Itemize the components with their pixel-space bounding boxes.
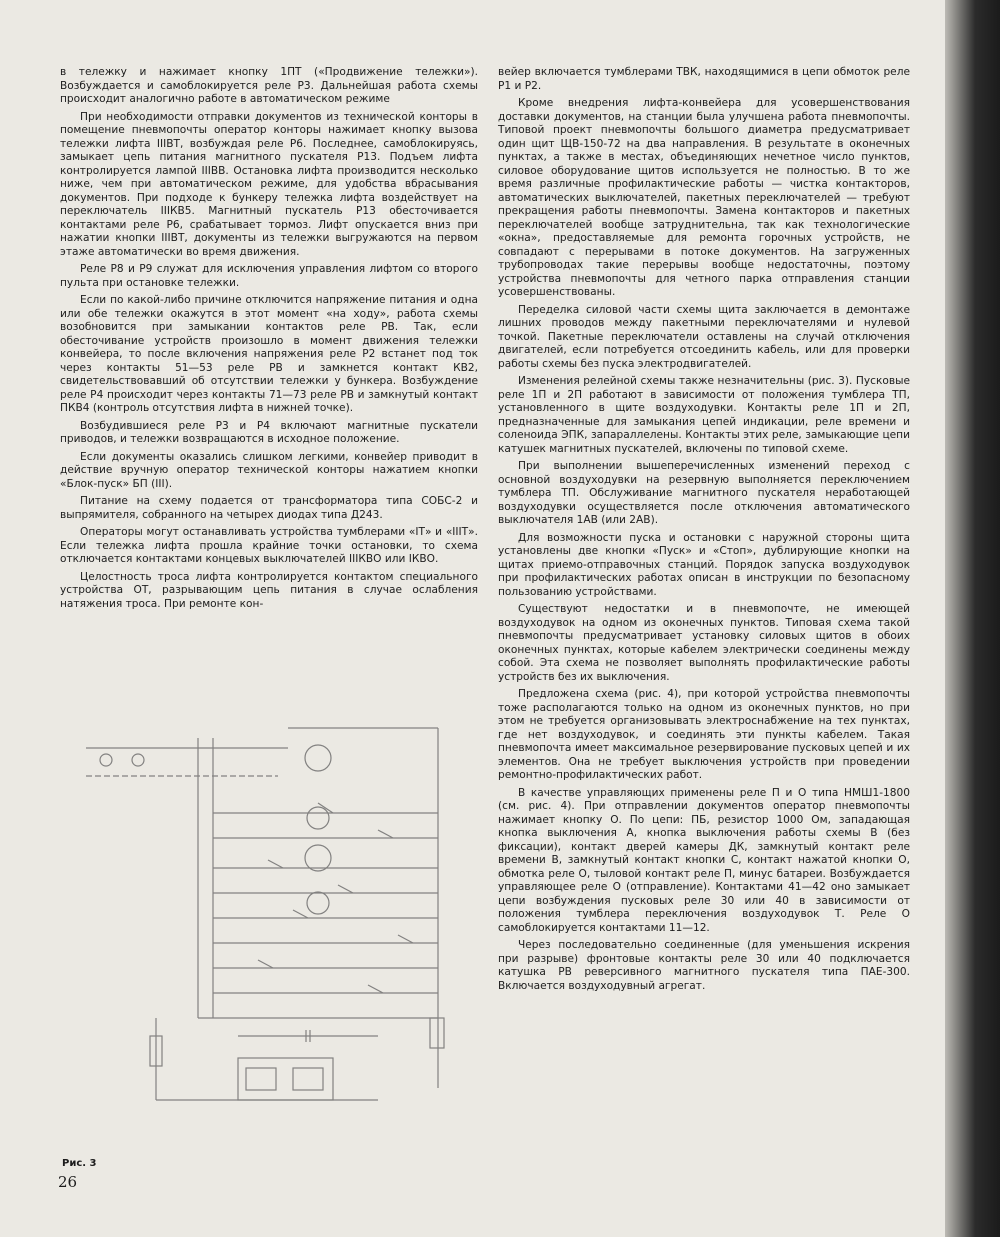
schematic-rectifier-block [238, 1058, 333, 1100]
left-paragraph: Питание на схему подается от трансформатора типа СОБС-2 и выпрямителя, собранного на четырех диодах типа Д243. [60, 495, 478, 521]
right-paragraph: вейер включается тумблерами ТВК, находящимися в цепи обмоток реле Р1 и Р2. [498, 66, 910, 92]
left-paragraph: Возбудившиеся реле Р3 и Р4 включают магнитные пускатели приводов, и тележки возвращаются в исходное положение. [60, 419, 478, 445]
schematic-diode-bridge-1 [246, 1068, 276, 1090]
right-paragraph: Предложена схема (рис. 4), при которой устройства пневмопочты тоже располагаются только на одном из оконечных пунктов, но при этом не требуется организовывать электроснабжение на тех пунктах, где нет воздуходувок, и соединять эти пункты кабелем. Такая пневмопочта имеет максимальное резервирование пусковых цепей и их элементов. Она не требует выключения устройств при проведении ремонтно-профилактических работ. [498, 688, 910, 781]
schematic-resistor [430, 1018, 444, 1048]
left-paragraph: При необходимости отправки документов из технической конторы в помещение пневмопочты оператор конторы нажимает кнопку вызова тележки лифта IIIВТ, возбуждая реле Р6. Последнее, самоблокируясь, замыкает цепь питания магнитного пускателя Р13. Подъем лифта контролируется лампой IIIВВ. Остановка лифта производится несколько ниже, чем при автоматическом режиме, для удобства вбрасывания документов. При подходе к бункеру тележка лифта воздействует на переключатель IIIКВ5. Магнитный пускатель Р13 обесточивается контактами реле Р6, срабатывает тормоз. Лифт опускается вниз при нажатии кнопки IIIВТ, документы из тележки выгружаются на первом этаже автоматически во время движения. [60, 110, 478, 258]
left-paragraph: в тележку и нажимает кнопку 1ПТ («Продвижение тележки»). Возбуждается и самоблокируется реле Р3. Дальнейшая работа схемы происходит аналогично работе в автоматическом режиме [60, 66, 478, 105]
left-paragraph: Целостность троса лифта контролируется контактом специального устройства ОТ, разрывающим цепь питания в случае ослабления натяжения троса. При ремонте кон- [60, 570, 478, 610]
right-paragraph: Через последовательно соединенные (для уменьшения искрения при разрыве) фронтовые контакты реле 30 или 40 подключается катушка РВ реверсивного магнитного пускателя типа ПАЕ-300. Включается воздуходувный агрегат. [498, 939, 910, 992]
left-paragraph: Реле Р8 и Р9 служат для исключения управления лифтом со второго пульта при остановке тележки. [60, 263, 478, 289]
schematic-coil-3 [305, 845, 331, 871]
page-number: 26 [58, 1173, 78, 1191]
left-paragraph: Операторы могут останавливать устройства тумблерами «IТ» и «IIIТ». Если тележка лифта прошла крайние точки остановки, то схема отключается контактами концевых выключателей IIIКВО или IКВО. [60, 526, 478, 565]
relay-schematic-figure [78, 718, 473, 1113]
right-paragraph: Для возможности пуска и остановки с наружной стороны щита установлены две кнопки «Пуск» и «Стоп», дублирующие кнопки на щитах приемо-отправочных станций. Порядок запуска воздуходувок при профилактических работах описан в инструкции по безопасному пользованию устройствами. [498, 531, 910, 598]
schematic-lamp-2 [132, 754, 144, 766]
right-text-column [498, 66, 910, 997]
left-paragraph: Если документы оказались слишком легкими, конвейер приводит в действие вручную оператор технической конторы нажатием кнопки «Блок-пуск» БП (III). [60, 450, 478, 490]
schematic-diode-bridge-2 [293, 1068, 323, 1090]
schematic-contact-rungs [213, 803, 438, 993]
schematic-lamp-1 [100, 754, 112, 766]
right-paragraph: Изменения релейной схемы также незначительны (рис. 3). Пусковые реле 1П и 2П работают в зависимости от положения тумблера ТП, установленного в щите воздуходувки. Контакты реле 1П и 2П, предназначенные для замыкания цепей индикации, реле времени и соленоида ЭПК, запараллелены. Контакты этих реле, замыкающие цепи катушек магнитных пускателей, включены по типовой схеме. [498, 375, 910, 455]
schematic-coil-4 [307, 892, 329, 914]
right-paragraph: Кроме внедрения лифта-конвейера для усовершенствования доставки документов, на станции была улучшена работа пневмопочты. Типовой проект пневмопочты большого диаметра предусматривает один щит ЩВ-150-72 на два направления. В результате в оконечных пунктах, а также в местах, объединяющих нечетное число пунктов, силовое оборудование щитов используется не полностью. В то же время различные профилактические работы — чистка контакторов, автоматических выключателей, пакетных переключателей — требуют прекращения работы пневмопочты. Замена контакторов и пакетных переключателей вообще затруднительна, так как технологические «окна», предоставляемые для ремонта горочных устройств, не совпадают с перерывами в потоке документов. На загруженных трубопроводах такие перерывы вообще недостаточны, поэтому устройства пневмопочты для четного парка отправления станции усовершенствованы. [498, 97, 910, 298]
right-paragraph: Существуют недостатки и в пневмопочте, не имеющей воздуходувок на одном из оконечных пунктов. Типовая схема такой пневмопочты предусматривает установку силовых щитов в обоих оконечных пунктах, которые кабелем электрически соединены между собой. Эта схема не позволяет выполнять профилактические работы устройств без их выключения. [498, 603, 910, 683]
left-paragraph: Если по какой-либо причине отключится напряжение питания и одна или обе тележки окажутся в этот момент «на ходу», работа схемы возобновится при замыкании контактов реле РВ. Так, если обесточивание устройств произошло в момент движения тележки конвейера, то после включения напряжения реле Р2 встанет под ток через контакты 51—53 реле РВ и замкнется контакт КВ2, свидетельствовавший об отсутствии тележки у бункера. Возбуждение реле Р4 происходит через контакты 71—73 реле РВ и замкнутый контакт ПКВ4 (контроль отсутствия лифта в нижней точке). [60, 294, 478, 414]
right-paragraph: В качестве управляющих применены реле П и О типа НМШ1-1800 (см. рис. 4). При отправлении документов оператор пневмопочты нажимает кнопку О. По цепи: ПБ, резистор 1000 Ом, западающая кнопка выключения А, кнопка выключения работы схемы В (без фиксации), контакт дверей камеры ДК, замкнутый контакт реле времени В, замкнутый контакт кнопки С, контакт нажатой кнопки О, обмотка реле О, тыловой контакт реле П, минус батареи. Возбуждается управляющее реле О (отправление). Контактами 41—42 оно замыкает цепи возбуждения пусковых реле 30 или 40 в зависимости от положения тумблера переключения воздуходувок Т. Реле О самоблокируется контактами 11—12. [498, 786, 910, 934]
figure-caption: Рис. 3 [62, 1158, 97, 1169]
right-paragraph: Переделка силовой части схемы щита заключается в демонтаже лишних проводов между пакетными переключателями и нулевой точкой. Пакетные переключатели оставлены на случай отключения двигателей, если потребуется отсоединить кабель, или для проверки работы схемы без пуска электродвигателей. [498, 303, 910, 370]
left-text-column [60, 66, 478, 615]
book-gutter-shadow [945, 0, 1000, 1237]
right-paragraph: При выполнении вышеперечисленных изменений переход с основной воздуходувки на резервную выполняется переключением тумблера ТП. Обслуживание магнитного пускателя неработающей воздуходувки осуществляется после отключения автоматического выключателя 1АВ (или 2АВ). [498, 460, 910, 526]
schematic-coil-2 [307, 807, 329, 829]
schematic-coil-1 [305, 745, 331, 771]
